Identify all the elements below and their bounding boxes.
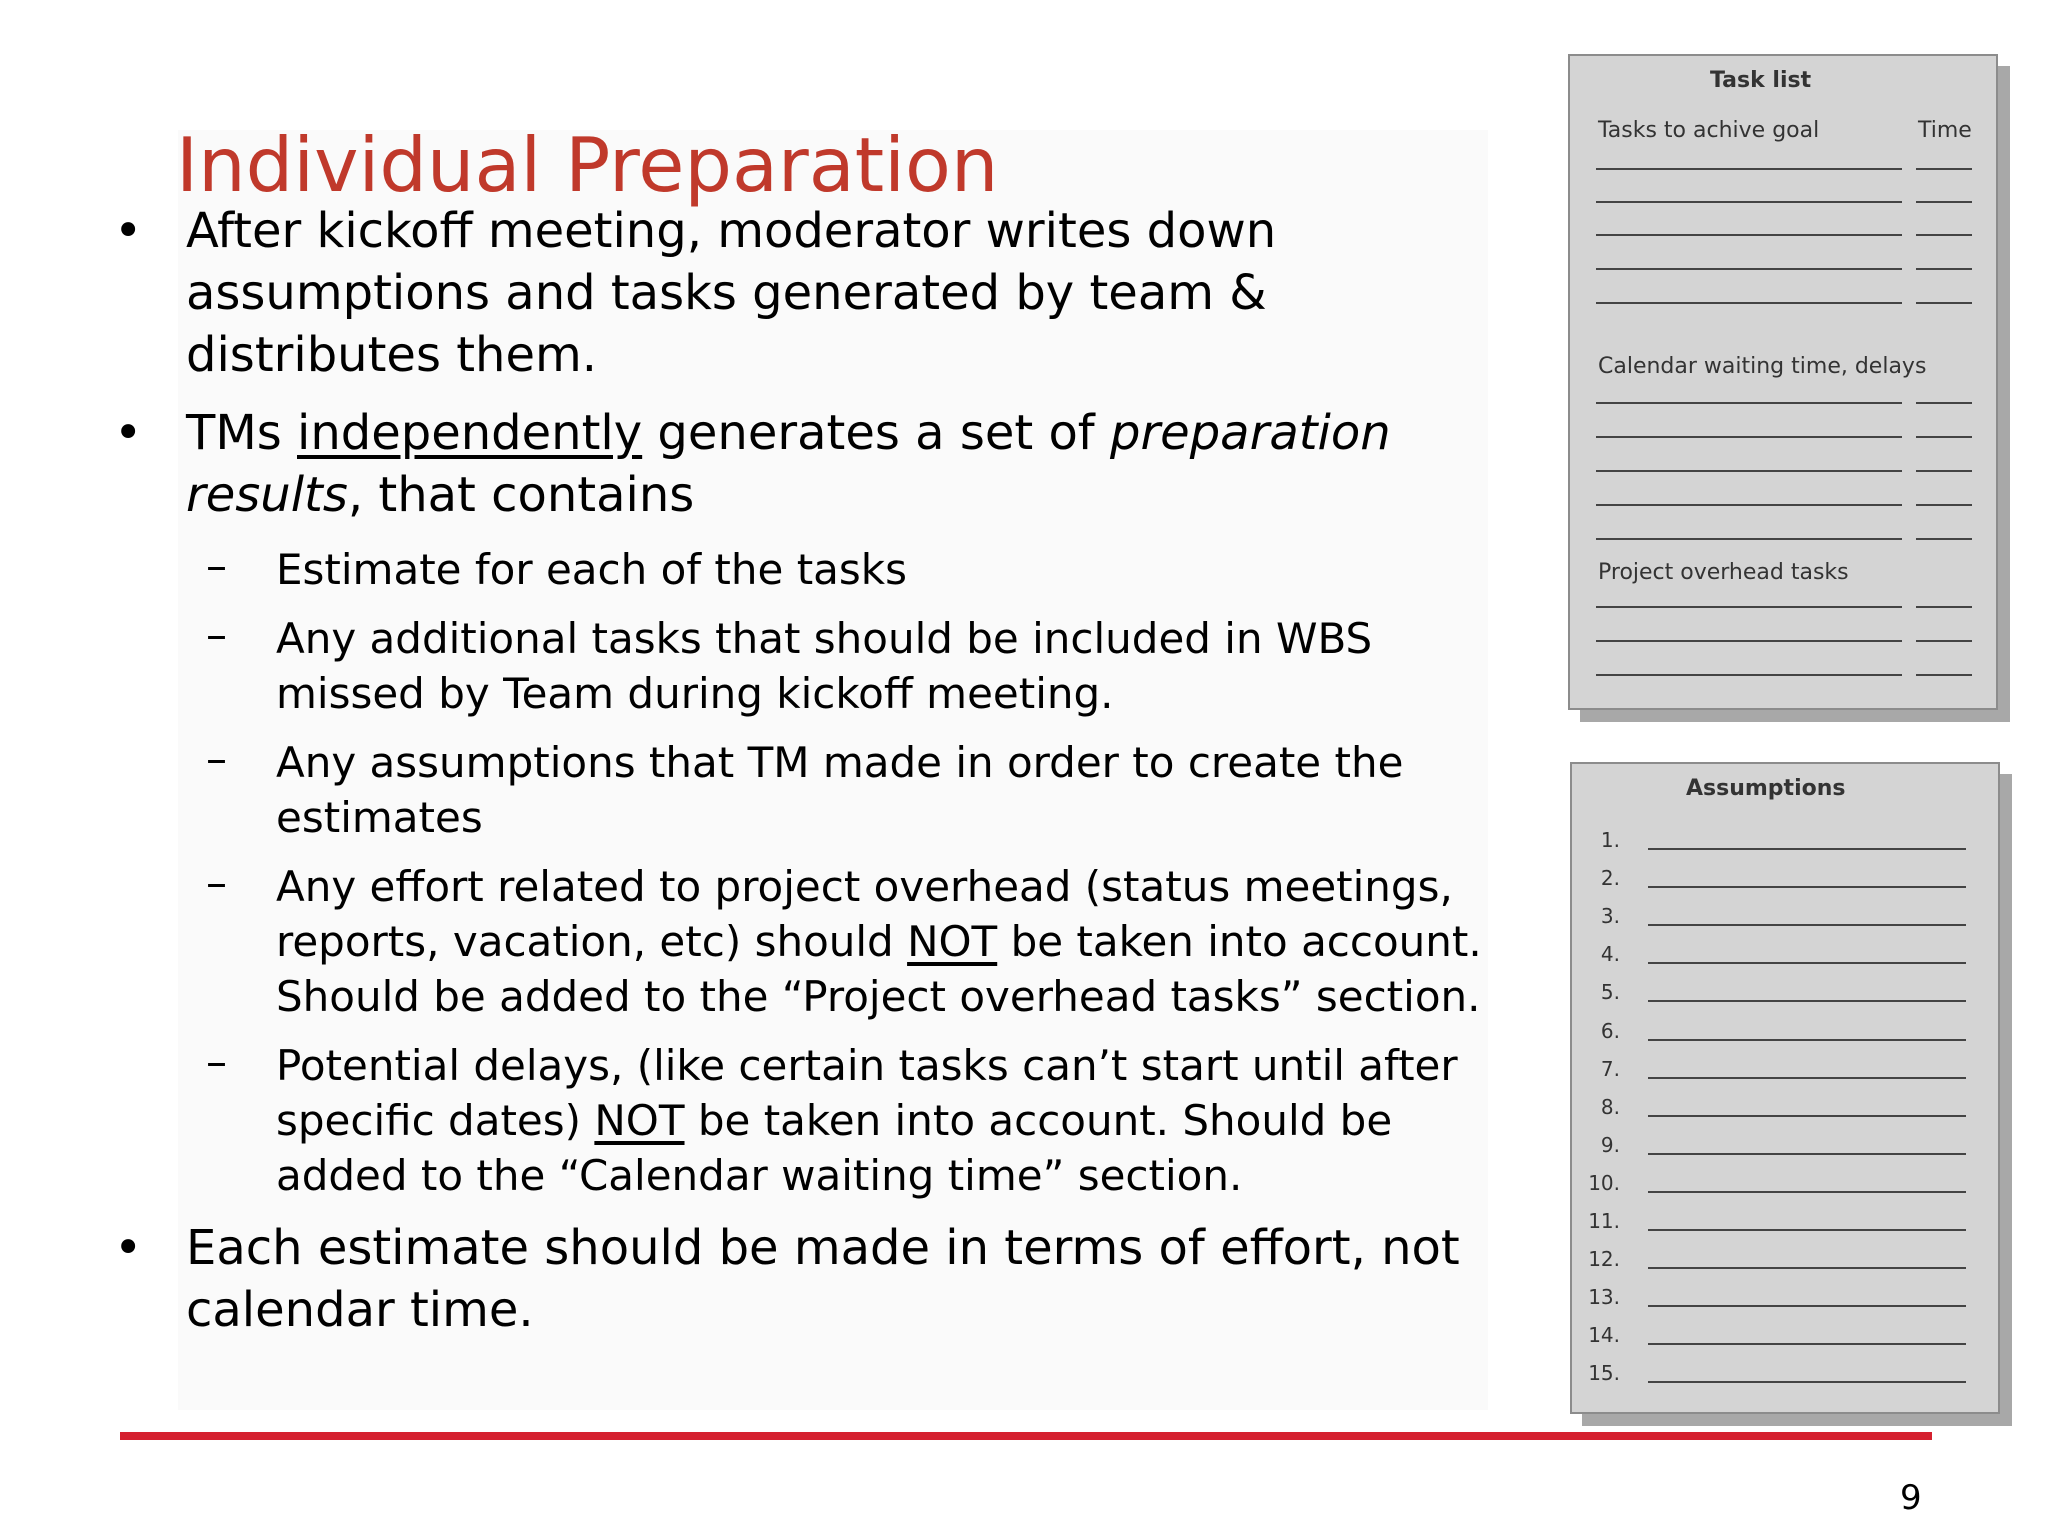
assumption-blank-line	[1648, 1077, 1966, 1079]
bullet-icon: •	[114, 405, 143, 461]
bullet-text: Each estimate should be made in terms of effort, not calendar time.	[186, 1220, 1460, 1338]
sub-bullet-text: Any assumptions that TM made in order to create the estimates	[276, 738, 1404, 842]
dash-icon: –	[206, 610, 227, 659]
assumption-blank-line	[1648, 1343, 1966, 1345]
time-blank-line	[1916, 402, 1972, 404]
assumption-number: 7.	[1600, 1056, 1620, 1081]
sub-bullet-item	[110, 611, 1490, 721]
time-blank-line	[1916, 640, 1972, 642]
task-list-form	[1568, 54, 1998, 710]
project-overhead-section-label: Project overhead tasks	[1598, 560, 1849, 585]
sub-bullet-text: Any effort related to project overhead (status meetings, reports, vacation, etc) should NOT be taken into account. Should be added to the “Project overhead tasks” section.	[276, 862, 1482, 1021]
slide-title: Individual Preparation	[176, 121, 999, 210]
underlined-word: NOT	[907, 917, 998, 966]
footer-rule	[120, 1432, 1932, 1440]
assumption-blank-line	[1648, 1000, 1966, 1002]
task-blank-line	[1596, 201, 1902, 203]
assumption-number: 12.	[1588, 1247, 1620, 1272]
sub-bullet-text: Potential delays, (like certain tasks can’t start until after specific dates) NOT be taken into account. Should be added to the “Calendar waiting time” section.	[276, 1041, 1458, 1200]
calendar-waiting-section-label: Calendar waiting time, delays	[1598, 354, 1927, 379]
assumption-number: 11.	[1588, 1209, 1620, 1233]
assumption-blank-line	[1648, 1305, 1966, 1307]
assumptions-form	[1570, 762, 2000, 1414]
time-blank-line	[1916, 538, 1972, 540]
assumption-blank-line	[1648, 1191, 1966, 1193]
task-blank-line	[1596, 168, 1902, 170]
assumption-number: 2.	[1600, 866, 1620, 891]
assumption-blank-line	[1648, 848, 1966, 850]
assumption-number: 8.	[1600, 1094, 1620, 1119]
assumption-number: 9.	[1600, 1132, 1620, 1157]
time-blank-line	[1916, 268, 1972, 270]
task-blank-line	[1596, 268, 1902, 270]
time-blank-line	[1916, 201, 1972, 203]
assumption-number: 6.	[1600, 1018, 1620, 1043]
assumption-blank-line	[1648, 1115, 1966, 1117]
assumption-blank-line	[1648, 962, 1966, 964]
underlined-word: NOT	[594, 1096, 685, 1145]
assumption-number: 4.	[1600, 942, 1620, 967]
assumption-blank-line	[1648, 1267, 1966, 1269]
page-number: 9	[1900, 1478, 1922, 1518]
assumption-blank-line	[1648, 1381, 1966, 1383]
assumption-blank-line	[1648, 1229, 1966, 1231]
assumption-number: 1.	[1600, 828, 1620, 852]
bullet-icon: •	[114, 203, 143, 259]
assumption-blank-line	[1648, 1153, 1966, 1155]
time-blank-line	[1916, 234, 1972, 236]
time-blank-line	[1916, 470, 1972, 472]
assumption-number: 14.	[1588, 1323, 1620, 1348]
task-blank-line	[1596, 234, 1902, 236]
sub-bullet-item	[110, 735, 1490, 845]
time-blank-line	[1916, 504, 1972, 506]
time-blank-line	[1916, 302, 1972, 304]
time-blank-line	[1916, 606, 1972, 608]
task-list-title: Task list	[1710, 68, 1812, 93]
sub-bullet-text: Estimate for each of the tasks	[276, 545, 908, 594]
dash-icon: –	[206, 541, 227, 590]
task-blank-line	[1596, 504, 1902, 506]
assumption-number: 13.	[1588, 1285, 1620, 1310]
assumption-blank-line	[1648, 924, 1966, 926]
task-blank-line	[1596, 674, 1902, 676]
bullet-item	[110, 402, 1490, 526]
dash-icon: –	[206, 734, 227, 783]
assumption-blank-line	[1648, 1039, 1966, 1041]
bullet-item	[110, 200, 1490, 386]
bullet-text: TMs independently generates a set of preparation results, that contains	[186, 405, 1391, 523]
assumptions-title: Assumptions	[1686, 776, 1846, 801]
time-column-header: Time	[1918, 118, 1972, 143]
time-blank-line	[1916, 436, 1972, 438]
task-blank-line	[1596, 436, 1902, 438]
tasks-column-header: Tasks to achive goal	[1598, 118, 1820, 143]
task-blank-line	[1596, 640, 1902, 642]
italic-phrase: preparation results	[186, 405, 1391, 523]
assumption-number: 3.	[1600, 904, 1620, 929]
time-blank-line	[1916, 168, 1972, 170]
bullet-icon: •	[114, 1220, 143, 1276]
task-blank-line	[1596, 402, 1902, 404]
task-blank-line	[1596, 302, 1902, 304]
assumption-number: 5.	[1600, 980, 1620, 1005]
underlined-word: independently	[297, 405, 643, 461]
assumption-number: 10.	[1588, 1170, 1620, 1195]
bullet-list	[110, 200, 1490, 1357]
bullet-text: After kickoff meeting, moderator writes down assumptions and tasks generated by team & distributes them.	[186, 203, 1277, 383]
dash-icon: –	[206, 858, 227, 907]
sub-bullet-item	[110, 542, 1490, 597]
task-blank-line	[1596, 538, 1902, 540]
assumption-number: 15.	[1588, 1361, 1620, 1386]
sub-bullet-text: Any additional tasks that should be included in WBS missed by Team during kickoff meeting.	[276, 614, 1373, 718]
task-blank-line	[1596, 470, 1902, 472]
dash-icon: –	[206, 1037, 227, 1086]
sub-bullet-item	[110, 859, 1490, 1024]
assumption-blank-line	[1648, 886, 1966, 888]
time-blank-line	[1916, 674, 1972, 676]
sub-bullet-item	[110, 1038, 1490, 1203]
task-blank-line	[1596, 606, 1902, 608]
bullet-item	[110, 1217, 1490, 1341]
